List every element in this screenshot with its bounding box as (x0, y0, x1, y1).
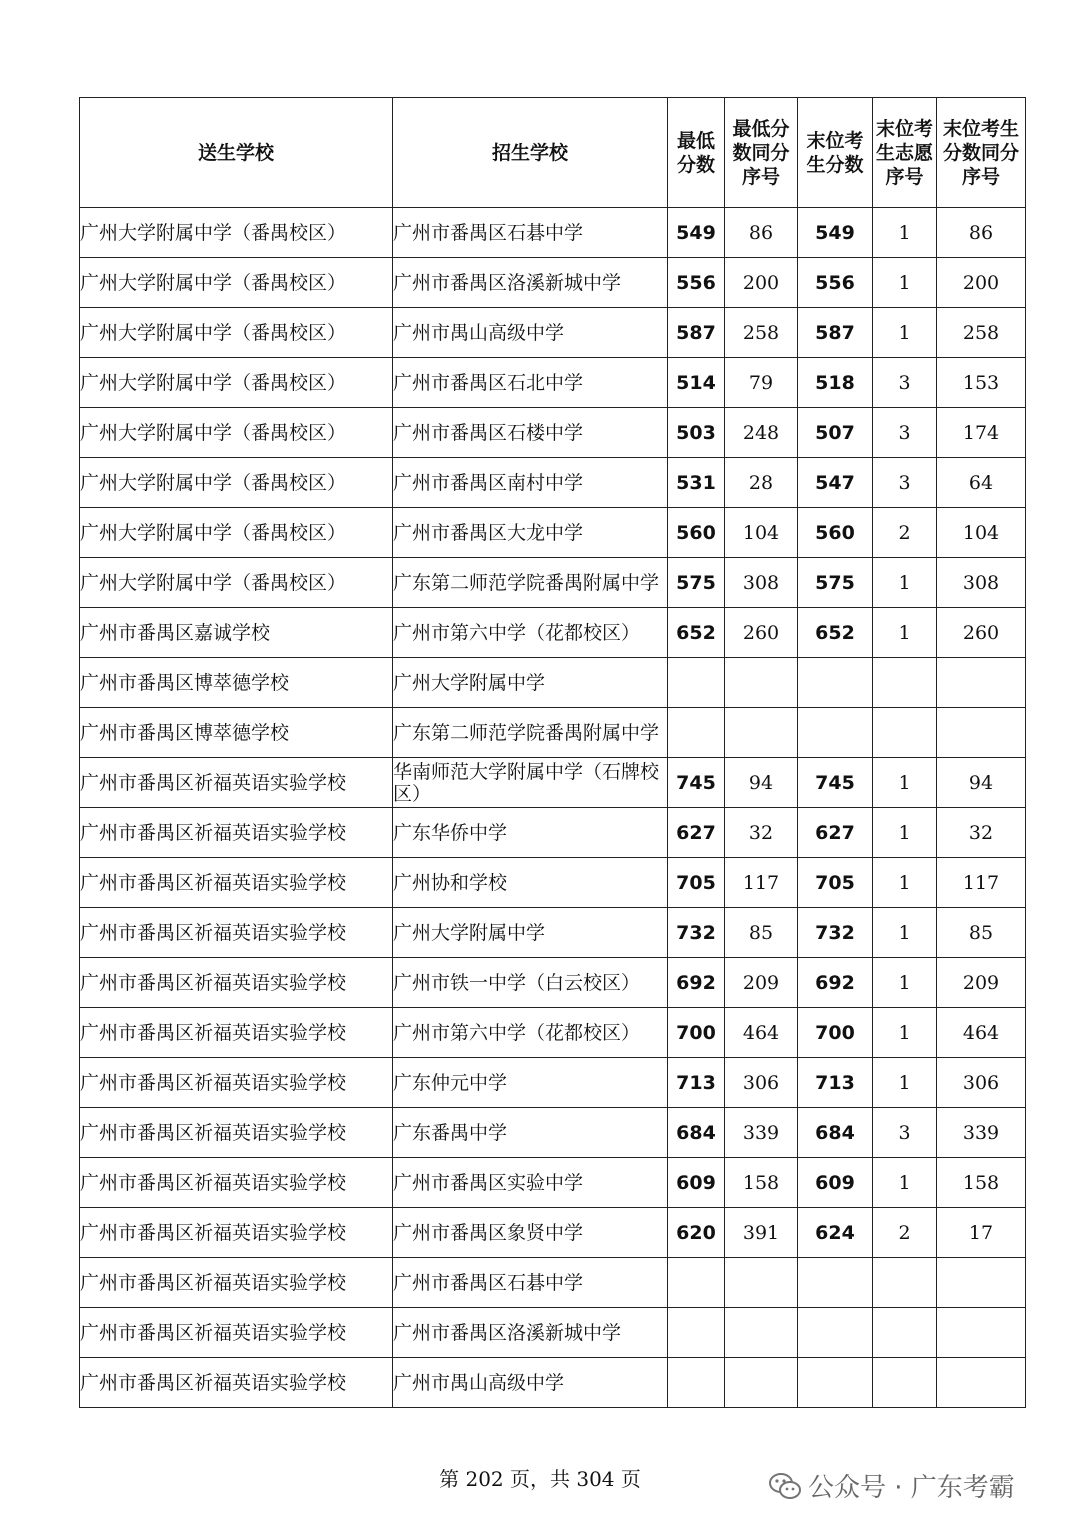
cell-sending-school: 广州市番禺区祈福英语实验学校 (80, 1208, 393, 1258)
cell-last-student-score: 609 (798, 1158, 873, 1208)
cell-last-student-choice-rank: 1 (873, 558, 937, 608)
cell-last-student-tie-rank: 104 (937, 508, 1026, 558)
cell-last-student-score: 547 (798, 458, 873, 508)
cell-min-score (668, 1258, 725, 1308)
cell-min-score: 713 (668, 1058, 725, 1108)
cell-min-score-tie-rank: 391 (725, 1208, 798, 1258)
cell-min-score: 684 (668, 1108, 725, 1158)
cell-min-score-tie-rank: 86 (725, 208, 798, 258)
cell-last-student-tie-rank: 85 (937, 908, 1026, 958)
cell-last-student-score: 713 (798, 1058, 873, 1108)
cell-last-student-score: 549 (798, 208, 873, 258)
cell-min-score-tie-rank: 209 (725, 958, 798, 1008)
cell-last-student-choice-rank: 1 (873, 308, 937, 358)
cell-admitting-school: 广州市第六中学（花都校区） (393, 608, 668, 658)
cell-last-student-choice-rank: 1 (873, 958, 937, 1008)
cell-sending-school: 广州大学附属中学（番禺校区） (80, 258, 393, 308)
table-row (80, 558, 1026, 608)
cell-admitting-school: 广东仲元中学 (393, 1058, 668, 1108)
cell-last-student-score: 624 (798, 1208, 873, 1258)
cell-min-score-tie-rank: 258 (725, 308, 798, 358)
cell-min-score: 609 (668, 1158, 725, 1208)
table-row (80, 508, 1026, 558)
cell-sending-school: 广州大学附属中学（番禺校区） (80, 408, 393, 458)
cell-last-student-choice-rank (873, 1258, 937, 1308)
table-row (80, 258, 1026, 308)
cell-last-student-score: 587 (798, 308, 873, 358)
cell-last-student-score (798, 1258, 873, 1308)
header-sending-school: 送生学校 (80, 98, 393, 208)
cell-last-student-score: 705 (798, 858, 873, 908)
cell-last-student-choice-rank (873, 1358, 937, 1408)
cell-admitting-school: 广州市番禺区实验中学 (393, 1158, 668, 1208)
table-row (80, 608, 1026, 658)
cell-sending-school: 广州市番禺区祈福英语实验学校 (80, 1358, 393, 1408)
cell-sending-school: 广州市番禺区博萃德学校 (80, 708, 393, 758)
table-row (80, 658, 1026, 708)
table-row (80, 1008, 1026, 1058)
cell-min-score-tie-rank (725, 708, 798, 758)
cell-min-score-tie-rank: 306 (725, 1058, 798, 1108)
cell-sending-school: 广州市番禺区祈福英语实验学校 (80, 1308, 393, 1358)
cell-sending-school: 广州市番禺区博萃德学校 (80, 658, 393, 708)
cell-last-student-choice-rank: 1 (873, 1058, 937, 1108)
cell-admitting-school: 广州协和学校 (393, 858, 668, 908)
cell-last-student-choice-rank: 1 (873, 1008, 937, 1058)
table-row (80, 408, 1026, 458)
cell-last-student-choice-rank: 3 (873, 1108, 937, 1158)
cell-admitting-school: 广东番禺中学 (393, 1108, 668, 1158)
table-row (80, 1208, 1026, 1258)
cell-admitting-school: 广州市禺山高级中学 (393, 308, 668, 358)
cell-last-student-score: 732 (798, 908, 873, 958)
cell-sending-school: 广州市番禺区祈福英语实验学校 (80, 808, 393, 858)
cell-last-student-choice-rank: 1 (873, 758, 937, 808)
cell-min-score-tie-rank: 158 (725, 1158, 798, 1208)
cell-last-student-tie-rank: 174 (937, 408, 1026, 458)
cell-last-student-tie-rank: 209 (937, 958, 1026, 1008)
cell-last-student-tie-rank (937, 658, 1026, 708)
cell-min-score-tie-rank: 28 (725, 458, 798, 508)
cell-last-student-tie-rank: 158 (937, 1158, 1026, 1208)
cell-last-student-score (798, 658, 873, 708)
cell-last-student-tie-rank: 32 (937, 808, 1026, 858)
table-row (80, 858, 1026, 908)
cell-last-student-choice-rank: 3 (873, 358, 937, 408)
header-admitting-school: 招生学校 (393, 98, 668, 208)
cell-sending-school: 广州大学附属中学（番禺校区） (80, 458, 393, 508)
cell-min-score (668, 1358, 725, 1408)
table-row (80, 808, 1026, 858)
cell-min-score-tie-rank (725, 1308, 798, 1358)
table-row (80, 1258, 1026, 1308)
cell-last-student-score (798, 708, 873, 758)
cell-last-student-choice-rank: 1 (873, 208, 937, 258)
table-row (80, 1308, 1026, 1358)
cell-min-score: 503 (668, 408, 725, 458)
cell-last-student-score: 507 (798, 408, 873, 458)
table-row (80, 208, 1026, 258)
admission-score-table (79, 97, 1026, 1408)
header-last-student-choice-rank: 末位考生志愿序号 (873, 98, 937, 208)
cell-admitting-school: 广州市番禺区石碁中学 (393, 208, 668, 258)
cell-admitting-school: 广州市番禺区石碁中学 (393, 1258, 668, 1308)
cell-min-score-tie-rank: 339 (725, 1108, 798, 1158)
cell-last-student-score: 556 (798, 258, 873, 308)
cell-last-student-score: 700 (798, 1008, 873, 1058)
cell-last-student-choice-rank: 3 (873, 458, 937, 508)
table-row (80, 308, 1026, 358)
table-body (80, 208, 1026, 1408)
cell-last-student-choice-rank: 2 (873, 1208, 937, 1258)
table-row (80, 1358, 1026, 1408)
cell-min-score-tie-rank: 85 (725, 908, 798, 958)
cell-last-student-tie-rank: 306 (937, 1058, 1026, 1108)
cell-min-score (668, 708, 725, 758)
cell-admitting-school: 广东第二师范学院番禺附属中学 (393, 558, 668, 608)
cell-sending-school: 广州市番禺区祈福英语实验学校 (80, 1108, 393, 1158)
cell-last-student-tie-rank: 64 (937, 458, 1026, 508)
cell-min-score: 692 (668, 958, 725, 1008)
cell-min-score: 627 (668, 808, 725, 858)
cell-last-student-choice-rank (873, 1308, 937, 1358)
cell-last-student-score (798, 1358, 873, 1408)
cell-last-student-tie-rank: 86 (937, 208, 1026, 258)
cell-sending-school: 广州市番禺区祈福英语实验学校 (80, 758, 393, 808)
cell-min-score: 652 (668, 608, 725, 658)
cell-admitting-school: 广州市第六中学（花都校区） (393, 1008, 668, 1058)
cell-sending-school: 广州市番禺区祈福英语实验学校 (80, 1158, 393, 1208)
cell-last-student-tie-rank: 200 (937, 258, 1026, 308)
cell-last-student-choice-rank: 1 (873, 808, 937, 858)
cell-admitting-school: 华南师范大学附属中学（石牌校区） (393, 758, 668, 808)
cell-sending-school: 广州市番禺区祈福英语实验学校 (80, 958, 393, 1008)
cell-min-score: 556 (668, 258, 725, 308)
table-row (80, 1158, 1026, 1208)
cell-min-score-tie-rank: 248 (725, 408, 798, 458)
header-last-student-score: 末位考生分数 (798, 98, 873, 208)
cell-last-student-score: 575 (798, 558, 873, 608)
cell-last-student-choice-rank: 2 (873, 508, 937, 558)
cell-admitting-school: 广州市番禺区南村中学 (393, 458, 668, 508)
cell-sending-school: 广州市番禺区祈福英语实验学校 (80, 1258, 393, 1308)
cell-min-score-tie-rank: 117 (725, 858, 798, 908)
cell-min-score: 587 (668, 308, 725, 358)
cell-min-score: 745 (668, 758, 725, 808)
cell-last-student-tie-rank: 153 (937, 358, 1026, 408)
cell-last-student-tie-rank: 94 (937, 758, 1026, 808)
cell-last-student-tie-rank (937, 708, 1026, 758)
cell-last-student-tie-rank (937, 1358, 1026, 1408)
cell-min-score-tie-rank: 200 (725, 258, 798, 308)
cell-admitting-school: 广州市番禺区洛溪新城中学 (393, 1308, 668, 1358)
cell-min-score-tie-rank (725, 658, 798, 708)
cell-last-student-choice-rank: 3 (873, 408, 937, 458)
cell-last-student-score: 518 (798, 358, 873, 408)
cell-admitting-school: 广州市番禺区石楼中学 (393, 408, 668, 458)
cell-min-score: 732 (668, 908, 725, 958)
table-row (80, 958, 1026, 1008)
cell-sending-school: 广州大学附属中学（番禺校区） (80, 558, 393, 608)
header-last-student-tie-rank: 末位考生分数同分序号 (937, 98, 1026, 208)
cell-last-student-choice-rank: 1 (873, 258, 937, 308)
cell-admitting-school: 广州大学附属中学 (393, 658, 668, 708)
cell-admitting-school: 广州市铁一中学（白云校区） (393, 958, 668, 1008)
cell-min-score-tie-rank: 79 (725, 358, 798, 408)
cell-last-student-choice-rank: 1 (873, 608, 937, 658)
cell-last-student-choice-rank (873, 708, 937, 758)
cell-last-student-score: 745 (798, 758, 873, 808)
cell-last-student-tie-rank (937, 1308, 1026, 1358)
cell-admitting-school: 广州大学附属中学 (393, 908, 668, 958)
cell-min-score-tie-rank: 104 (725, 508, 798, 558)
cell-admitting-school: 广东第二师范学院番禺附属中学 (393, 708, 668, 758)
cell-sending-school: 广州市番禺区祈福英语实验学校 (80, 1008, 393, 1058)
cell-min-score: 620 (668, 1208, 725, 1258)
table-row (80, 1058, 1026, 1108)
cell-admitting-school: 广州市番禺区洛溪新城中学 (393, 258, 668, 308)
cell-min-score (668, 1308, 725, 1358)
cell-min-score-tie-rank: 464 (725, 1008, 798, 1058)
table-row (80, 908, 1026, 958)
cell-last-student-score: 560 (798, 508, 873, 558)
cell-min-score: 531 (668, 458, 725, 508)
header-min-score: 最低分数 (668, 98, 725, 208)
watermark (768, 1467, 1015, 1504)
cell-admitting-school: 广州市禺山高级中学 (393, 1358, 668, 1408)
table-row (80, 358, 1026, 408)
cell-admitting-school: 广东华侨中学 (393, 808, 668, 858)
cell-sending-school: 广州大学附属中学（番禺校区） (80, 508, 393, 558)
cell-admitting-school: 广州市番禺区石北中学 (393, 358, 668, 408)
cell-last-student-score: 684 (798, 1108, 873, 1158)
wechat-icon (768, 1471, 802, 1501)
cell-min-score: 575 (668, 558, 725, 608)
cell-last-student-choice-rank: 1 (873, 908, 937, 958)
cell-sending-school: 广州市番禺区嘉诚学校 (80, 608, 393, 658)
cell-sending-school: 广州大学附属中学（番禺校区） (80, 308, 393, 358)
cell-last-student-choice-rank (873, 658, 937, 708)
cell-min-score: 560 (668, 508, 725, 558)
cell-last-student-tie-rank (937, 1258, 1026, 1308)
cell-sending-school: 广州市番禺区祈福英语实验学校 (80, 858, 393, 908)
cell-min-score (668, 658, 725, 708)
cell-sending-school: 广州大学附属中学（番禺校区） (80, 208, 393, 258)
cell-last-student-score (798, 1308, 873, 1358)
table-row (80, 1108, 1026, 1158)
cell-min-score: 514 (668, 358, 725, 408)
cell-min-score: 700 (668, 1008, 725, 1058)
cell-last-student-choice-rank: 1 (873, 1158, 937, 1208)
cell-min-score-tie-rank (725, 1358, 798, 1408)
cell-last-student-tie-rank: 308 (937, 558, 1026, 608)
cell-min-score: 705 (668, 858, 725, 908)
page-number-footer: 第 202 页，共 304 页 (439, 1467, 641, 1491)
table-row (80, 708, 1026, 758)
cell-admitting-school: 广州市番禺区大龙中学 (393, 508, 668, 558)
cell-min-score-tie-rank (725, 1258, 798, 1308)
cell-min-score-tie-rank: 260 (725, 608, 798, 658)
cell-last-student-choice-rank: 1 (873, 858, 937, 908)
cell-last-student-score: 627 (798, 808, 873, 858)
cell-sending-school: 广州大学附属中学（番禺校区） (80, 358, 393, 408)
watermark-text: 公众号 · 广东考霸 (808, 1473, 1015, 1503)
cell-last-student-score: 692 (798, 958, 873, 1008)
cell-sending-school: 广州市番禺区祈福英语实验学校 (80, 908, 393, 958)
cell-last-student-tie-rank: 464 (937, 1008, 1026, 1058)
cell-last-student-score: 652 (798, 608, 873, 658)
cell-last-student-tie-rank: 117 (937, 858, 1026, 908)
cell-last-student-tie-rank: 258 (937, 308, 1026, 358)
cell-last-student-tie-rank: 260 (937, 608, 1026, 658)
header-min-score-tie-rank: 最低分数同分序号 (725, 98, 798, 208)
table-row (80, 458, 1026, 508)
table-row (80, 758, 1026, 808)
cell-min-score-tie-rank: 94 (725, 758, 798, 808)
cell-min-score: 549 (668, 208, 725, 258)
cell-min-score-tie-rank: 308 (725, 558, 798, 608)
cell-last-student-tie-rank: 339 (937, 1108, 1026, 1158)
table-header-row (80, 98, 1026, 208)
cell-min-score-tie-rank: 32 (725, 808, 798, 858)
cell-last-student-tie-rank: 17 (937, 1208, 1026, 1258)
cell-sending-school: 广州市番禺区祈福英语实验学校 (80, 1058, 393, 1108)
cell-admitting-school: 广州市番禺区象贤中学 (393, 1208, 668, 1258)
